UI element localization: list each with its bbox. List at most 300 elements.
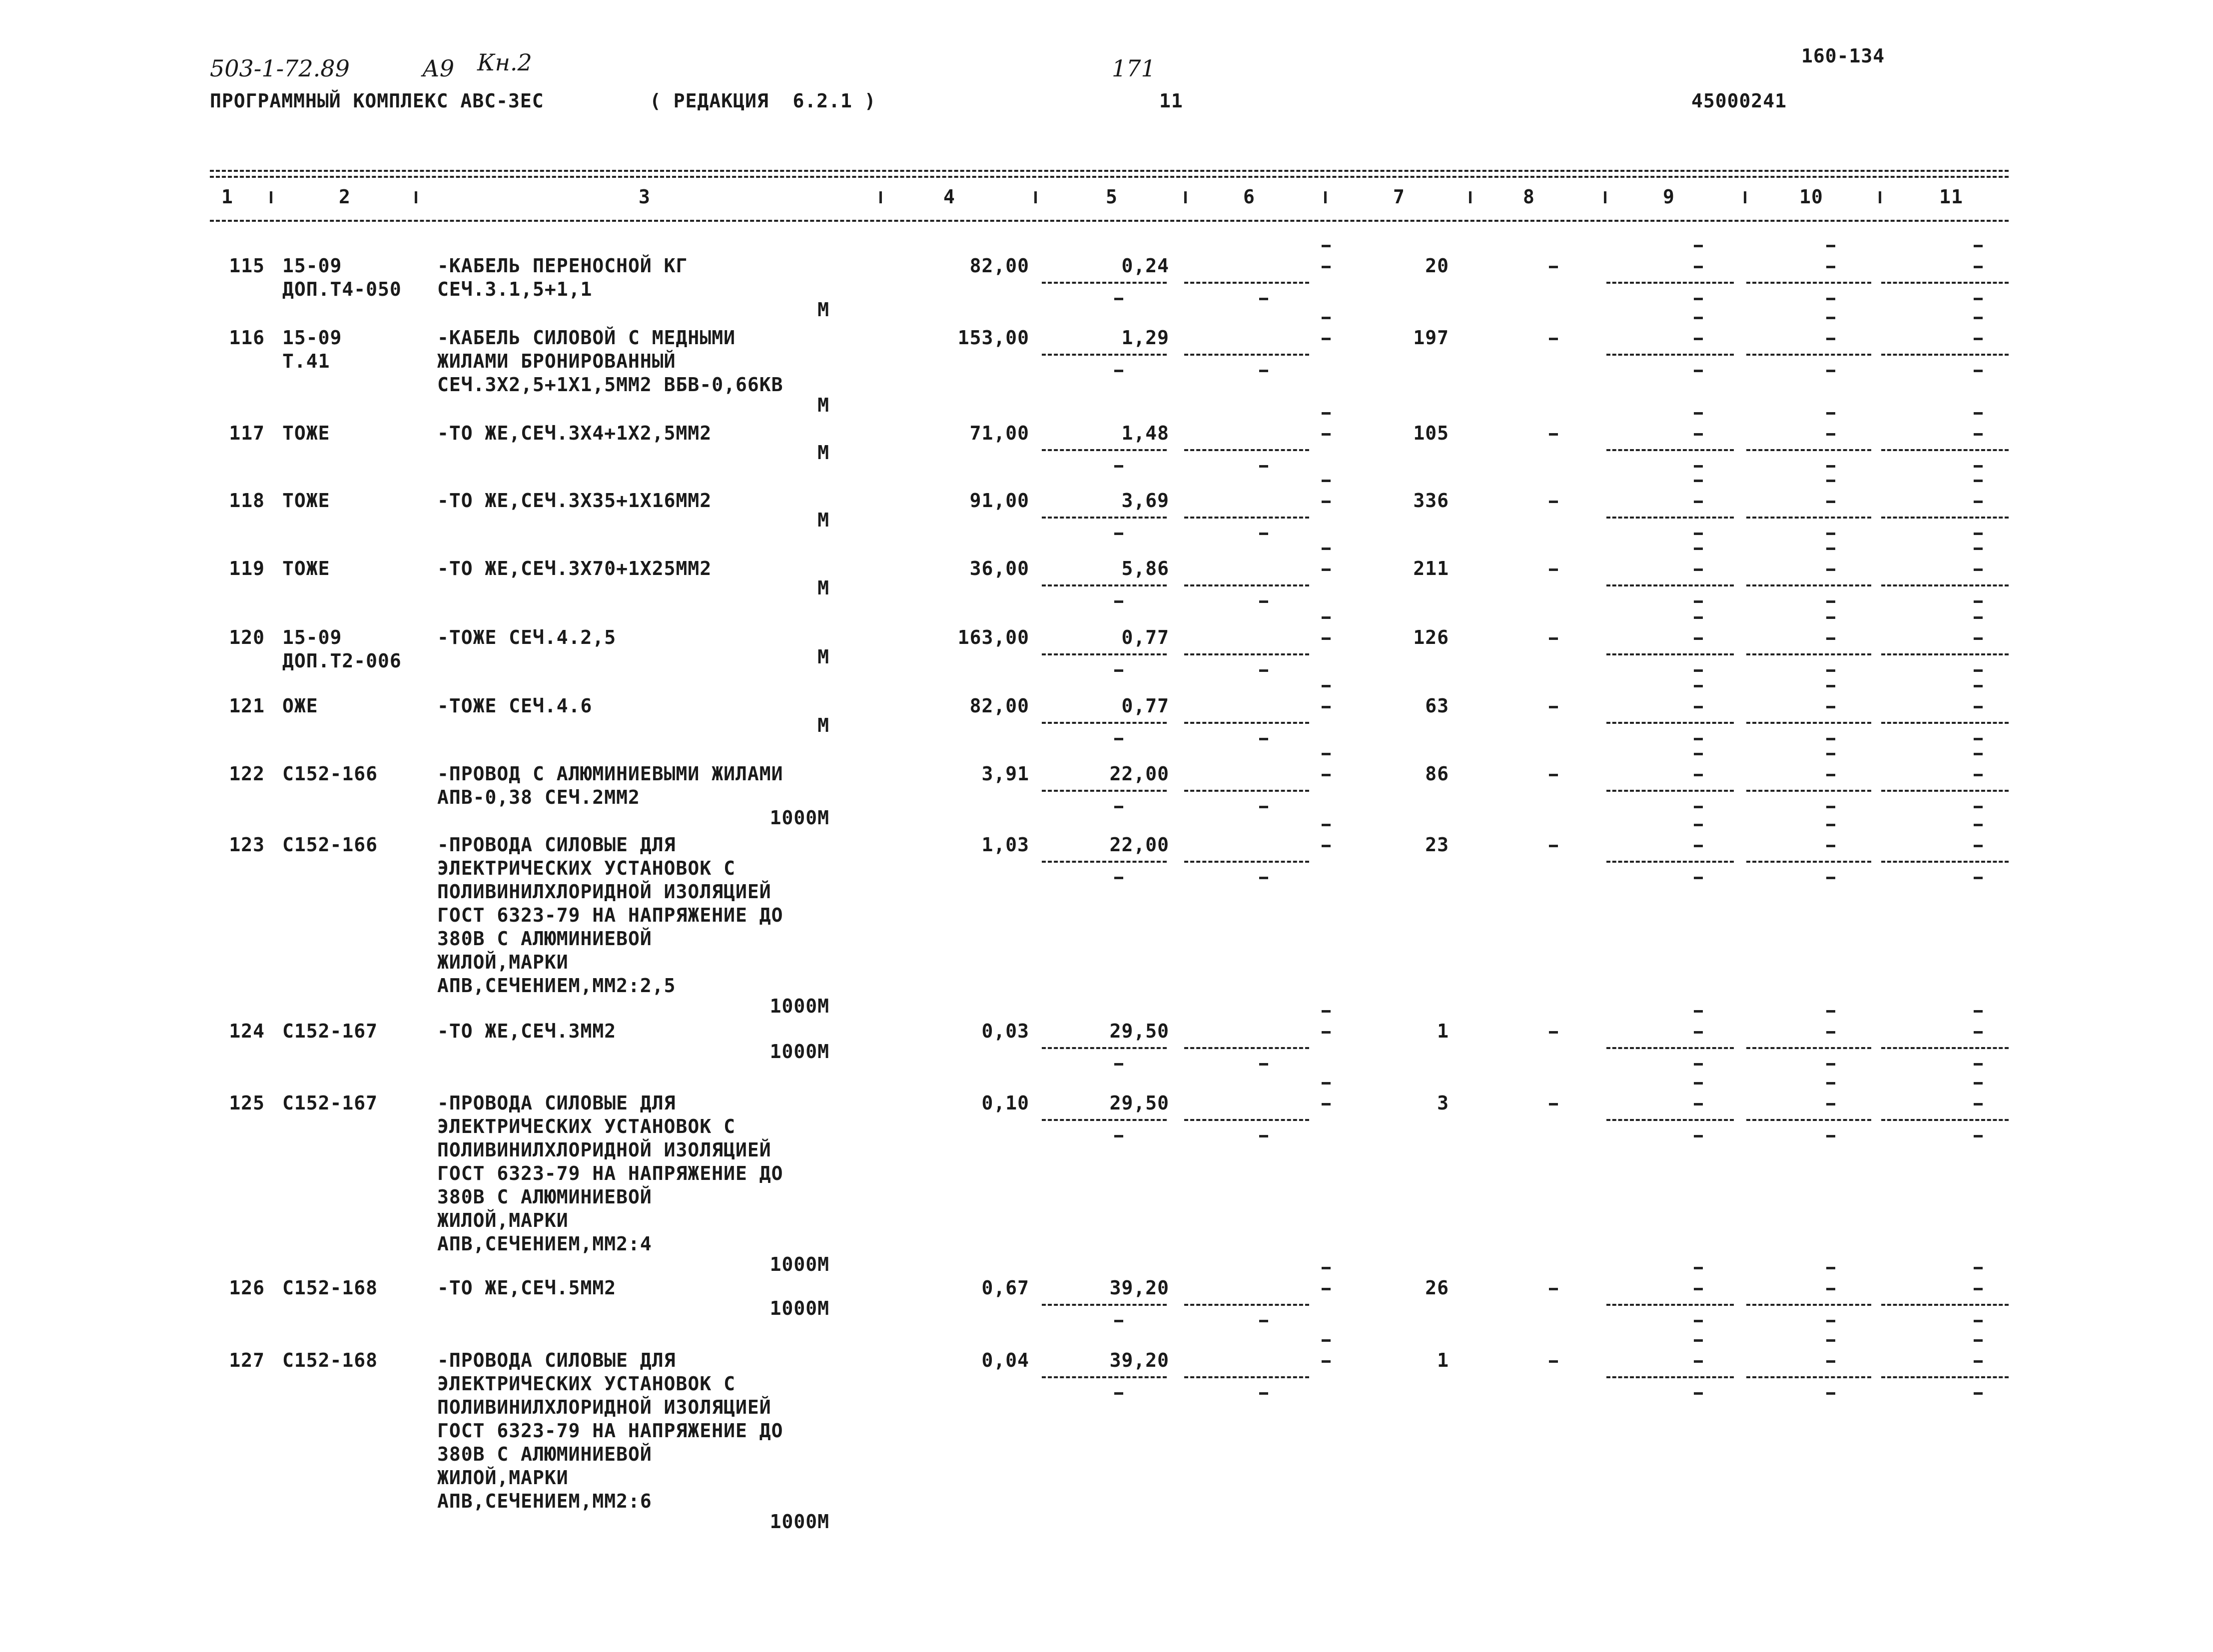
page-number-printed: 11 (1159, 90, 1183, 112)
empty-cell-dash (1694, 433, 1703, 436)
empty-cell-dash (1826, 774, 1835, 776)
column-separator (1324, 191, 1327, 203)
column-separator (1744, 191, 1746, 203)
cell-underline (1606, 282, 1734, 284)
row-number: 127 (229, 1349, 265, 1371)
row-description: АПВ-0,38 СЕЧ.2ММ2 (437, 786, 640, 808)
empty-cell-dash (1694, 845, 1703, 847)
empty-cell-dash (1549, 1103, 1558, 1105)
empty-cell-dash (1322, 317, 1331, 319)
empty-cell-dash (1694, 685, 1703, 687)
empty-cell-dash (1694, 1010, 1703, 1013)
column-header-8: 8 (1523, 186, 1535, 208)
table-header-rule (210, 220, 2009, 222)
empty-cell-dash (1974, 1392, 1983, 1395)
cell-underline (1184, 790, 1309, 792)
column-separator (1469, 191, 1472, 203)
row-total: 1 (1437, 1020, 1449, 1042)
cell-underline (1042, 517, 1167, 519)
empty-cell-dash (1322, 412, 1331, 415)
row-description: -ТО ЖЕ,СЕЧ.3Х35+1Х16ММ2 (437, 490, 712, 512)
empty-cell-dash (1549, 774, 1558, 776)
empty-cell-dash (1974, 753, 1983, 755)
empty-cell-dash (1694, 1082, 1703, 1085)
cell-underline (1746, 449, 1871, 451)
empty-cell-dash (1974, 480, 1983, 482)
empty-cell-dash (1259, 669, 1268, 672)
empty-cell-dash (1114, 465, 1123, 468)
row-description: -ТОЖЕ СЕЧ.4.6 (437, 695, 593, 717)
row-code: С152-168 (282, 1277, 378, 1299)
row-unit-price: 5,86 (1121, 557, 1169, 579)
column-separator (415, 191, 417, 203)
row-unit: М (817, 714, 829, 736)
page-number-handwritten: 171 (1112, 55, 1156, 82)
empty-cell-dash (1974, 1360, 1983, 1363)
cell-underline (1042, 653, 1167, 655)
row-quantity: 0,04 (981, 1349, 1029, 1371)
empty-cell-dash (1974, 637, 1983, 640)
empty-cell-dash (1259, 533, 1268, 535)
empty-cell-dash (1114, 1063, 1123, 1066)
row-number: 118 (229, 490, 265, 512)
cell-underline (1746, 1376, 1871, 1378)
empty-cell-dash (1826, 824, 1835, 826)
book-label: Кн.2 (477, 49, 532, 76)
row-description: АПВ,СЕЧЕНИЕМ,ММ2:4 (437, 1233, 652, 1255)
empty-cell-dash (1974, 845, 1983, 847)
row-code: ТОЖЕ (282, 557, 330, 579)
empty-cell-dash (1826, 1063, 1835, 1066)
row-description: -ТО ЖЕ,СЕЧ.5ММ2 (437, 1277, 617, 1299)
row-quantity: 0,67 (981, 1277, 1029, 1299)
row-quantity: 153,00 (957, 327, 1029, 349)
empty-cell-dash (1974, 877, 1983, 879)
row-quantity: 82,00 (969, 255, 1029, 277)
empty-cell-dash (1694, 533, 1703, 535)
row-unit-price: 39,20 (1109, 1349, 1169, 1371)
cell-underline (1042, 1047, 1167, 1049)
cell-underline (1606, 790, 1734, 792)
empty-cell-dash (1259, 1135, 1268, 1137)
empty-cell-dash (1694, 706, 1703, 708)
row-unit-price: 1,48 (1121, 422, 1169, 444)
empty-cell-dash (1322, 480, 1331, 482)
cell-underline (1042, 861, 1167, 863)
empty-cell-dash (1114, 1135, 1123, 1137)
table-top-rule (210, 170, 2009, 172)
empty-cell-dash (1322, 774, 1331, 776)
row-quantity: 1,03 (981, 834, 1029, 856)
empty-cell-dash (1826, 845, 1835, 847)
cell-underline (1606, 584, 1734, 586)
empty-cell-dash (1826, 568, 1835, 571)
empty-cell-dash (1114, 877, 1123, 879)
empty-cell-dash (1114, 298, 1123, 300)
empty-cell-dash (1974, 706, 1983, 708)
empty-cell-dash (1694, 616, 1703, 619)
empty-cell-dash (1974, 412, 1983, 415)
empty-cell-dash (1549, 338, 1558, 340)
empty-cell-dash (1114, 1392, 1123, 1395)
empty-cell-dash (1974, 738, 1983, 740)
cell-underline (1746, 282, 1871, 284)
column-header-2: 2 (339, 186, 351, 208)
empty-cell-dash (1694, 1288, 1703, 1290)
row-description: ПОЛИВИНИЛХЛОРИДНОЙ ИЗОЛЯЦИЕЙ (437, 881, 771, 903)
empty-cell-dash (1694, 501, 1703, 503)
empty-cell-dash (1826, 1103, 1835, 1105)
empty-cell-dash (1694, 245, 1703, 247)
empty-cell-dash (1694, 1063, 1703, 1066)
cell-underline (1881, 722, 2009, 724)
cell-underline (1881, 282, 2009, 284)
row-quantity: 163,00 (957, 626, 1029, 648)
cell-underline (1881, 517, 2009, 519)
empty-cell-dash (1322, 1031, 1331, 1034)
row-description: 380В С АЛЮМИНИЕВОЙ (437, 928, 652, 950)
empty-cell-dash (1974, 616, 1983, 619)
row-code: ДОП.Т4-050 (282, 278, 402, 300)
empty-cell-dash (1826, 317, 1835, 319)
cell-underline (1746, 1119, 1871, 1121)
row-unit-price: 0,77 (1121, 626, 1169, 648)
cell-underline (1042, 1304, 1167, 1306)
cell-underline (1184, 449, 1309, 451)
row-number: 126 (229, 1277, 265, 1299)
row-unit: 1000М (769, 1041, 829, 1063)
empty-cell-dash (1549, 845, 1558, 847)
empty-cell-dash (1694, 600, 1703, 603)
cell-underline (1746, 1304, 1871, 1306)
empty-cell-dash (1259, 738, 1268, 740)
column-separator (1879, 191, 1881, 203)
row-code: 15-09 (282, 327, 342, 349)
empty-cell-dash (1694, 1135, 1703, 1137)
empty-cell-dash (1259, 806, 1268, 808)
empty-cell-dash (1974, 501, 1983, 503)
row-number: 121 (229, 695, 265, 717)
empty-cell-dash (1974, 1082, 1983, 1085)
empty-cell-dash (1114, 806, 1123, 808)
empty-cell-dash (1694, 548, 1703, 550)
empty-cell-dash (1322, 548, 1331, 550)
row-code: С152-166 (282, 763, 378, 785)
empty-cell-dash (1974, 1288, 1983, 1290)
empty-cell-dash (1826, 1288, 1835, 1290)
cell-underline (1184, 517, 1309, 519)
cell-underline (1042, 790, 1167, 792)
row-number: 122 (229, 763, 265, 785)
row-total: 3 (1437, 1092, 1449, 1114)
empty-cell-dash (1549, 433, 1558, 436)
row-description: -ПРОВОДА СИЛОВЫЕ ДЛЯ (437, 1092, 676, 1114)
empty-cell-dash (1549, 1031, 1558, 1034)
empty-cell-dash (1114, 738, 1123, 740)
empty-cell-dash (1694, 669, 1703, 672)
row-description: ЭЛЕКТРИЧЕСКИХ УСТАНОВОК С (437, 1115, 736, 1137)
empty-cell-dash (1974, 1267, 1983, 1269)
empty-cell-dash (1322, 1103, 1331, 1105)
row-description: ГОСТ 6323-79 НА НАПРЯЖЕНИЕ ДО (437, 904, 783, 926)
cell-underline (1746, 653, 1871, 655)
empty-cell-dash (1259, 370, 1268, 372)
empty-cell-dash (1826, 412, 1835, 415)
cell-underline (1746, 861, 1871, 863)
empty-cell-dash (1826, 480, 1835, 482)
empty-cell-dash (1694, 1339, 1703, 1342)
empty-cell-dash (1549, 501, 1558, 503)
row-unit: 1000М (769, 1253, 829, 1275)
empty-cell-dash (1549, 266, 1558, 268)
empty-cell-dash (1114, 370, 1123, 372)
empty-cell-dash (1322, 685, 1331, 687)
cell-underline (1606, 722, 1734, 724)
row-code: С152-168 (282, 1349, 378, 1371)
table-top-rule-2 (210, 176, 2009, 178)
row-description: ЭЛЕКТРИЧЕСКИХ УСТАНОВОК С (437, 857, 736, 879)
row-total: 211 (1413, 557, 1449, 579)
column-header-9: 9 (1663, 186, 1675, 208)
row-unit-price: 29,50 (1109, 1020, 1169, 1042)
empty-cell-dash (1826, 1082, 1835, 1085)
empty-cell-dash (1974, 1320, 1983, 1322)
doc-code: 503-1-72.89 (210, 55, 350, 82)
cell-underline (1606, 653, 1734, 655)
row-description: ПОЛИВИНИЛХЛОРИДНОЙ ИЗОЛЯЦИЕЙ (437, 1396, 771, 1418)
empty-cell-dash (1694, 824, 1703, 826)
empty-cell-dash (1974, 465, 1983, 468)
cell-underline (1606, 449, 1734, 451)
row-description: -ПРОВОД С АЛЮМИНИЕВЫМИ ЖИЛАМИ (437, 763, 783, 785)
empty-cell-dash (1322, 245, 1331, 247)
cell-underline (1606, 1376, 1734, 1378)
empty-cell-dash (1549, 1288, 1558, 1290)
empty-cell-dash (1694, 1392, 1703, 1395)
row-description: ЖИЛОЙ,МАРКИ (437, 1209, 569, 1231)
cell-underline (1881, 790, 2009, 792)
empty-cell-dash (1322, 1267, 1331, 1269)
row-unit: 1000М (769, 1297, 829, 1319)
empty-cell-dash (1322, 1339, 1331, 1342)
empty-cell-dash (1974, 1031, 1983, 1034)
empty-cell-dash (1974, 317, 1983, 319)
row-total: 23 (1425, 834, 1449, 856)
column-header-6: 6 (1243, 186, 1255, 208)
cell-underline (1881, 1119, 2009, 1121)
empty-cell-dash (1974, 245, 1983, 247)
row-unit: М (817, 646, 829, 668)
empty-cell-dash (1826, 370, 1835, 372)
empty-cell-dash (1322, 1360, 1331, 1363)
row-code: 15-09 (282, 255, 342, 277)
row-code: ТОЖЕ (282, 490, 330, 512)
empty-cell-dash (1322, 1010, 1331, 1013)
row-total: 336 (1413, 490, 1449, 512)
empty-cell-dash (1322, 616, 1331, 619)
empty-cell-dash (1549, 706, 1558, 708)
row-number: 115 (229, 255, 265, 277)
empty-cell-dash (1259, 600, 1268, 603)
column-header-11: 11 (1939, 186, 1963, 208)
column-separator (1034, 191, 1037, 203)
row-unit-price: 39,20 (1109, 1277, 1169, 1299)
cell-underline (1746, 517, 1871, 519)
empty-cell-dash (1974, 685, 1983, 687)
column-header-1: 1 (221, 186, 233, 208)
empty-cell-dash (1826, 637, 1835, 640)
empty-cell-dash (1974, 1339, 1983, 1342)
empty-cell-dash (1826, 433, 1835, 436)
column-header-7: 7 (1393, 186, 1405, 208)
empty-cell-dash (1826, 1360, 1835, 1363)
empty-cell-dash (1974, 1103, 1983, 1105)
column-header-4: 4 (943, 186, 955, 208)
doc-number: 45000241 (1691, 90, 1787, 112)
row-description: -ТО ЖЕ,СЕЧ.3Х4+1Х2,5ММ2 (437, 422, 712, 444)
row-number: 119 (229, 557, 265, 579)
row-total: 26 (1425, 1277, 1449, 1299)
row-description: ЖИЛАМИ БРОНИРОВАННЫЙ (437, 350, 676, 372)
column-header-5: 5 (1106, 186, 1118, 208)
cell-underline (1184, 722, 1309, 724)
empty-cell-dash (1694, 1360, 1703, 1363)
row-quantity: 91,00 (969, 490, 1029, 512)
cell-underline (1881, 1304, 2009, 1306)
row-description: ГОСТ 6323-79 НА НАПРЯЖЕНИЕ ДО (437, 1420, 783, 1442)
empty-cell-dash (1826, 1339, 1835, 1342)
empty-cell-dash (1694, 1267, 1703, 1269)
cell-underline (1881, 1047, 2009, 1049)
row-number: 124 (229, 1020, 265, 1042)
row-code: ОЖЕ (282, 695, 318, 717)
empty-cell-dash (1114, 1320, 1123, 1322)
row-quantity: 0,03 (981, 1020, 1029, 1042)
row-code: С152-166 (282, 834, 378, 856)
column-separator (270, 191, 272, 203)
row-description: ПОЛИВИНИЛХЛОРИДНОЙ ИЗОЛЯЦИЕЙ (437, 1139, 771, 1161)
cell-underline (1881, 449, 2009, 451)
cell-underline (1184, 282, 1309, 284)
row-description: ЖИЛОЙ,МАРКИ (437, 1467, 569, 1489)
empty-cell-dash (1974, 338, 1983, 340)
empty-cell-dash (1974, 533, 1983, 535)
row-unit: М (817, 577, 829, 599)
empty-cell-dash (1322, 338, 1331, 340)
empty-cell-dash (1974, 548, 1983, 550)
row-unit: 1000М (769, 807, 829, 829)
row-number: 125 (229, 1092, 265, 1114)
row-total: 86 (1425, 763, 1449, 785)
cell-underline (1042, 722, 1167, 724)
empty-cell-dash (1549, 1360, 1558, 1363)
empty-cell-dash (1259, 298, 1268, 300)
row-number: 117 (229, 422, 265, 444)
cell-underline (1184, 653, 1309, 655)
cell-underline (1042, 1119, 1167, 1121)
row-unit-price: 22,00 (1109, 763, 1169, 785)
empty-cell-dash (1826, 533, 1835, 535)
row-unit-price: 0,77 (1121, 695, 1169, 717)
empty-cell-dash (1114, 533, 1123, 535)
album-label: А9 (422, 55, 455, 82)
row-code: Т.41 (282, 350, 330, 372)
empty-cell-dash (1322, 706, 1331, 708)
column-separator (1184, 191, 1187, 203)
row-description: -ТО ЖЕ,СЕЧ.3Х70+1Х25ММ2 (437, 557, 712, 579)
row-number: 116 (229, 327, 265, 349)
row-unit-price: 22,00 (1109, 834, 1169, 856)
empty-cell-dash (1694, 1103, 1703, 1105)
empty-cell-dash (1322, 568, 1331, 571)
empty-cell-dash (1974, 1135, 1983, 1137)
empty-cell-dash (1826, 877, 1835, 879)
empty-cell-dash (1694, 568, 1703, 571)
row-description: -КАБЕЛЬ ПЕРЕНОСНОЙ КГ (437, 255, 688, 277)
row-total: 1 (1437, 1349, 1449, 1371)
empty-cell-dash (1259, 877, 1268, 879)
row-code: ДОП.Т2-006 (282, 650, 402, 672)
empty-cell-dash (1259, 465, 1268, 468)
empty-cell-dash (1826, 298, 1835, 300)
cell-underline (1606, 1304, 1734, 1306)
empty-cell-dash (1694, 877, 1703, 879)
row-description: СЕЧ.3Х2,5+1Х1,5ММ2 ВБВ-0,66КВ (437, 374, 783, 396)
empty-cell-dash (1259, 1392, 1268, 1395)
row-unit: М (817, 394, 829, 416)
cell-underline (1042, 354, 1167, 356)
row-description: ЖИЛОЙ,МАРКИ (437, 951, 569, 973)
row-number: 123 (229, 834, 265, 856)
empty-cell-dash (1322, 824, 1331, 826)
row-total: 20 (1425, 255, 1449, 277)
empty-cell-dash (1974, 298, 1983, 300)
row-number: 120 (229, 626, 265, 648)
empty-cell-dash (1694, 1031, 1703, 1034)
column-header-10: 10 (1799, 186, 1823, 208)
empty-cell-dash (1259, 1063, 1268, 1066)
cell-underline (1184, 861, 1309, 863)
corner-code: 160-134 (1801, 45, 1885, 67)
empty-cell-dash (1259, 1320, 1268, 1322)
row-description: -ПРОВОДА СИЛОВЫЕ ДЛЯ (437, 834, 676, 856)
empty-cell-dash (1826, 245, 1835, 247)
empty-cell-dash (1974, 669, 1983, 672)
empty-cell-dash (1974, 600, 1983, 603)
row-code: С152-167 (282, 1092, 378, 1114)
empty-cell-dash (1826, 1031, 1835, 1034)
empty-cell-dash (1826, 1392, 1835, 1395)
cell-underline (1606, 354, 1734, 356)
cell-underline (1184, 1047, 1309, 1049)
row-quantity: 82,00 (969, 695, 1029, 717)
empty-cell-dash (1974, 370, 1983, 372)
program-title: ПРОГРАММНЫЙ КОМПЛЕКС АВС-3ЕС (210, 90, 544, 112)
row-description: АПВ,СЕЧЕНИЕМ,ММ2:6 (437, 1490, 652, 1512)
row-unit: 1000М (769, 995, 829, 1017)
cell-underline (1746, 722, 1871, 724)
row-code: С152-167 (282, 1020, 378, 1042)
cell-underline (1184, 584, 1309, 586)
row-total: 126 (1413, 626, 1449, 648)
empty-cell-dash (1322, 637, 1331, 640)
row-description: ГОСТ 6323-79 НА НАПРЯЖЕНИЕ ДО (437, 1162, 783, 1184)
cell-underline (1746, 1047, 1871, 1049)
empty-cell-dash (1322, 845, 1331, 847)
cell-underline (1606, 517, 1734, 519)
row-quantity: 0,10 (981, 1092, 1029, 1114)
row-description: -ПРОВОДА СИЛОВЫЕ ДЛЯ (437, 1349, 676, 1371)
